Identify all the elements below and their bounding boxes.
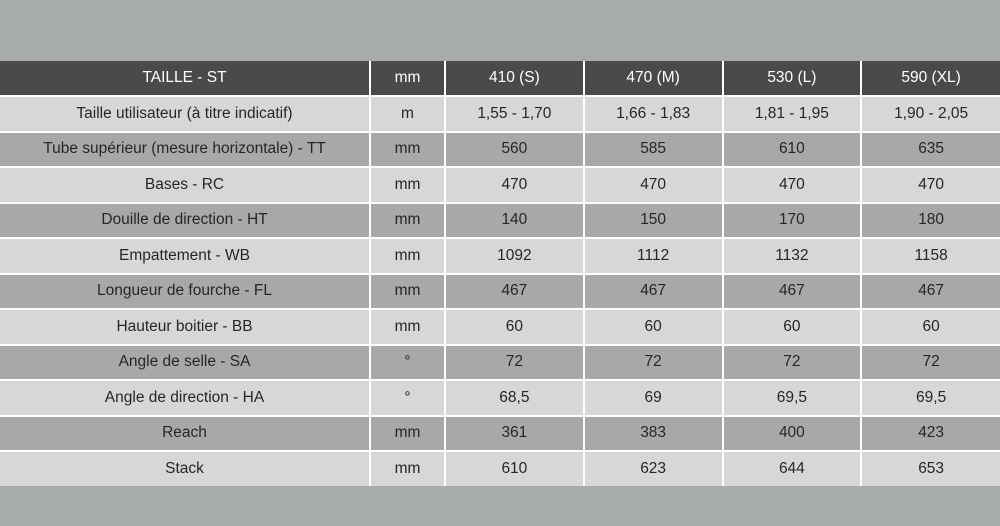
row-unit: mm [370, 309, 445, 345]
row-unit: mm [370, 203, 445, 239]
value-size-l: 1132 [723, 238, 862, 274]
row-label: Taille utilisateur (à titre indicatif) [0, 96, 370, 132]
table-row [0, 380, 1000, 416]
value-size-l: 170 [723, 203, 862, 239]
row-unit: mm [370, 416, 445, 452]
row-label: Douille de direction - HT [0, 203, 370, 239]
value-size-l: 644 [723, 451, 862, 486]
value-size-xl: 1158 [861, 238, 1000, 274]
table-row [0, 96, 1000, 132]
value-size-l: 400 [723, 416, 862, 452]
header-size-label: TAILLE - ST [0, 61, 370, 96]
header-size-m: 470 (M) [584, 61, 723, 96]
value-size-m: 585 [584, 132, 723, 168]
value-size-l: 72 [723, 345, 862, 381]
value-size-m: 383 [584, 416, 723, 452]
value-size-m: 1,66 - 1,83 [584, 96, 723, 132]
header-size-xl: 590 (XL) [861, 61, 1000, 96]
value-size-l: 610 [723, 132, 862, 168]
row-unit: mm [370, 132, 445, 168]
row-label: Empattement - WB [0, 238, 370, 274]
value-size-xl: 467 [861, 274, 1000, 310]
value-size-l: 470 [723, 167, 862, 203]
value-size-xl: 69,5 [861, 380, 1000, 416]
value-size-m: 72 [584, 345, 723, 381]
value-size-s: 470 [445, 167, 584, 203]
table-row [0, 345, 1000, 381]
table-row [0, 132, 1000, 168]
header-size-s: 410 (S) [445, 61, 584, 96]
value-size-s: 140 [445, 203, 584, 239]
row-unit: mm [370, 167, 445, 203]
row-unit: m [370, 96, 445, 132]
table-row [0, 309, 1000, 345]
value-size-xl: 423 [861, 416, 1000, 452]
table-row [0, 203, 1000, 239]
value-size-m: 60 [584, 309, 723, 345]
value-size-s: 361 [445, 416, 584, 452]
value-size-s: 1092 [445, 238, 584, 274]
row-label: Angle de selle - SA [0, 345, 370, 381]
header-unit: mm [370, 61, 445, 96]
row-label: Tube supérieur (mesure horizontale) - TT [0, 132, 370, 168]
row-unit: ° [370, 345, 445, 381]
value-size-xl: 1,90 - 2,05 [861, 96, 1000, 132]
value-size-m: 69 [584, 380, 723, 416]
row-label: Longueur de fourche - FL [0, 274, 370, 310]
value-size-m: 467 [584, 274, 723, 310]
value-size-s: 467 [445, 274, 584, 310]
header-row [0, 61, 1000, 96]
row-label: Stack [0, 451, 370, 486]
value-size-s: 72 [445, 345, 584, 381]
geometry-table [0, 61, 1000, 486]
value-size-l: 1,81 - 1,95 [723, 96, 862, 132]
row-label: Angle de direction - HA [0, 380, 370, 416]
value-size-s: 68,5 [445, 380, 584, 416]
value-size-m: 470 [584, 167, 723, 203]
value-size-l: 60 [723, 309, 862, 345]
value-size-l: 467 [723, 274, 862, 310]
value-size-s: 560 [445, 132, 584, 168]
row-unit: mm [370, 451, 445, 486]
row-unit: mm [370, 238, 445, 274]
value-size-xl: 635 [861, 132, 1000, 168]
row-unit: mm [370, 274, 445, 310]
table-row [0, 238, 1000, 274]
value-size-xl: 60 [861, 309, 1000, 345]
value-size-s: 1,55 - 1,70 [445, 96, 584, 132]
row-label: Reach [0, 416, 370, 452]
value-size-xl: 470 [861, 167, 1000, 203]
value-size-xl: 653 [861, 451, 1000, 486]
table-row [0, 451, 1000, 486]
value-size-m: 1112 [584, 238, 723, 274]
value-size-xl: 180 [861, 203, 1000, 239]
table-row [0, 167, 1000, 203]
row-label: Bases - RC [0, 167, 370, 203]
header-size-l: 530 (L) [723, 61, 862, 96]
value-size-s: 610 [445, 451, 584, 486]
value-size-s: 60 [445, 309, 584, 345]
value-size-l: 69,5 [723, 380, 862, 416]
value-size-m: 623 [584, 451, 723, 486]
value-size-m: 150 [584, 203, 723, 239]
value-size-xl: 72 [861, 345, 1000, 381]
table-row [0, 416, 1000, 452]
row-label: Hauteur boitier - BB [0, 309, 370, 345]
row-unit: ° [370, 380, 445, 416]
table-row [0, 274, 1000, 310]
